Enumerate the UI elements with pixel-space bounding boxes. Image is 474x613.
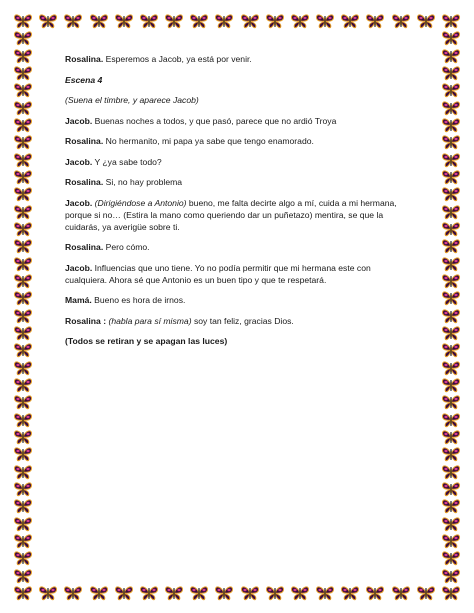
butterfly-icon	[315, 13, 335, 29]
line-jacob-3	[65, 197, 405, 233]
butterfly-icon	[441, 186, 461, 202]
butterfly-icon	[441, 550, 461, 566]
butterfly-icon	[441, 221, 461, 237]
butterfly-icon	[139, 13, 159, 29]
butterfly-icon	[189, 585, 209, 601]
butterfly-icon	[13, 516, 33, 532]
butterfly-icon	[441, 464, 461, 480]
dialogue-text: soy tan feliz, gracias Dios.	[191, 315, 294, 326]
speaker: Jacob.	[65, 197, 93, 208]
butterfly-icon	[441, 377, 461, 393]
line-jacob-2	[65, 156, 405, 168]
line-mama-1	[65, 294, 405, 306]
butterfly-icon	[38, 585, 58, 601]
speaker: Mamá.	[65, 295, 92, 305]
butterfly-icon	[89, 13, 109, 29]
butterfly-icon	[13, 13, 33, 29]
butterfly-icon	[13, 256, 33, 272]
line-jacob-1	[65, 115, 405, 127]
butterfly-icon	[214, 585, 234, 601]
dialogue-text: bueno, me falta decirte algo a mí, cuida a mi hermana, porque si no… (Estira la mano como queriendo dar un puñetazo) mentira, se que la cuidarás, ya averigüe sobre ti.	[65, 197, 397, 232]
line-jacob-4	[65, 262, 405, 286]
butterfly-icon	[441, 290, 461, 306]
butterfly-icon	[114, 585, 134, 601]
butterfly-icon	[441, 273, 461, 289]
butterfly-icon	[139, 585, 159, 601]
butterfly-icon	[441, 412, 461, 428]
speaker: Jacob.	[65, 262, 93, 273]
line-rosalina-3	[65, 176, 405, 188]
butterfly-icon	[441, 48, 461, 64]
butterfly-icon	[13, 238, 33, 254]
butterfly-icon	[441, 30, 461, 46]
butterfly-icon	[13, 204, 33, 220]
butterfly-icon	[13, 377, 33, 393]
butterfly-icon	[441, 65, 461, 81]
butterfly-icon	[441, 533, 461, 549]
dialogue-text: Y ¿ya sabe todo?	[92, 156, 162, 167]
speaker: Jacob.	[65, 115, 93, 126]
butterfly-icon	[13, 290, 33, 306]
butterfly-icon	[13, 169, 33, 185]
butterfly-icon	[315, 585, 335, 601]
dialogue-text: Esperemos a Jacob, ya está por venir.	[103, 54, 252, 64]
butterfly-icon	[164, 13, 184, 29]
butterfly-icon	[13, 360, 33, 376]
butterfly-icon	[13, 30, 33, 46]
butterfly-icon	[441, 498, 461, 514]
butterfly-icon	[441, 325, 461, 341]
butterfly-icon	[416, 13, 436, 29]
butterfly-icon	[63, 13, 83, 29]
dialogue-text: Buenas noches a todos, y que pasó, parece que no ardió Troya	[92, 115, 337, 126]
speaker: Rosalina.	[65, 177, 104, 187]
butterfly-icon	[365, 13, 385, 29]
butterfly-icon	[13, 550, 33, 566]
butterfly-icon	[290, 13, 310, 29]
butterfly-icon	[265, 585, 285, 601]
script-text	[65, 53, 405, 356]
speaker: Rosalina.	[65, 136, 104, 146]
dialogue-text: Pero cómo.	[103, 242, 150, 252]
butterfly-icon	[441, 516, 461, 532]
butterfly-icon	[13, 568, 33, 584]
aside-text: (habla para sí misma)	[106, 315, 192, 326]
butterfly-icon	[13, 481, 33, 497]
speaker: Rosalina :	[65, 315, 107, 326]
butterfly-icon	[13, 533, 33, 549]
butterfly-icon	[441, 238, 461, 254]
butterfly-icon	[13, 325, 33, 341]
butterfly-icon	[89, 585, 109, 601]
butterfly-icon	[441, 481, 461, 497]
butterfly-icon	[441, 13, 461, 29]
dialogue-text: Bueno es hora de irnos.	[91, 295, 186, 305]
butterfly-icon	[114, 13, 134, 29]
butterfly-icon	[13, 273, 33, 289]
speaker: Rosalina.	[65, 54, 104, 64]
butterfly-icon	[441, 117, 461, 133]
butterfly-icon	[240, 585, 260, 601]
butterfly-icon	[13, 48, 33, 64]
butterfly-icon	[441, 429, 461, 445]
butterfly-icon	[13, 152, 33, 168]
butterfly-icon	[13, 221, 33, 237]
butterfly-icon	[441, 360, 461, 376]
butterfly-icon	[13, 446, 33, 462]
butterfly-icon	[441, 585, 461, 601]
butterfly-icon	[13, 117, 33, 133]
butterfly-icon	[441, 169, 461, 185]
butterfly-icon	[13, 186, 33, 202]
butterfly-icon	[63, 585, 83, 601]
butterfly-icon	[13, 412, 33, 428]
butterfly-icon	[441, 342, 461, 358]
butterfly-icon	[441, 82, 461, 98]
butterfly-icon	[391, 585, 411, 601]
butterfly-icon	[38, 13, 58, 29]
line-rosalina-1	[65, 53, 405, 65]
butterfly-icon	[365, 585, 385, 601]
speaker: Jacob.	[65, 156, 93, 167]
butterfly-icon	[13, 464, 33, 480]
speaker: Rosalina.	[65, 242, 104, 252]
line-rosalina-2	[65, 135, 405, 147]
butterfly-icon	[340, 13, 360, 29]
dialogue-text: Si, no hay problema	[103, 177, 183, 187]
butterfly-icon	[441, 446, 461, 462]
butterfly-icon	[13, 394, 33, 410]
line-rosalina-5	[65, 315, 405, 327]
aside-text: (Dirigiéndose a Antonio)	[92, 197, 187, 208]
butterfly-icon	[13, 342, 33, 358]
stage-direction: (Suena el timbre, y aparece Jacob)	[65, 95, 199, 105]
dialogue-text: No hermanito, mi papa ya sabe que tengo enamorado.	[103, 136, 314, 146]
butterfly-icon	[416, 585, 436, 601]
line-rosalina-4	[65, 241, 405, 253]
butterfly-icon	[290, 585, 310, 601]
butterfly-icon	[214, 13, 234, 29]
butterfly-icon	[13, 308, 33, 324]
butterfly-icon	[240, 13, 260, 29]
butterfly-icon	[441, 256, 461, 272]
butterfly-icon	[441, 204, 461, 220]
butterfly-icon	[13, 134, 33, 150]
butterfly-icon	[441, 134, 461, 150]
butterfly-icon	[189, 13, 209, 29]
butterfly-icon	[13, 82, 33, 98]
butterfly-icon	[391, 13, 411, 29]
final-stage-direction: (Todos se retiran y se apagan las luces)	[65, 336, 228, 346]
dialogue-text: Influencias que uno tiene. Yo no podía permitir que mi hermana este con cualquiera. Ahora sé que Antonio es un buen tipo y que te respetará.	[65, 262, 371, 285]
butterfly-icon	[265, 13, 285, 29]
butterfly-icon	[441, 100, 461, 116]
butterfly-icon	[164, 585, 184, 601]
butterfly-icon	[13, 65, 33, 81]
butterfly-icon	[340, 585, 360, 601]
butterfly-icon	[13, 429, 33, 445]
scene-heading: Escena 4	[65, 74, 103, 85]
butterfly-icon	[13, 498, 33, 514]
butterfly-icon	[441, 568, 461, 584]
butterfly-icon	[13, 585, 33, 601]
butterfly-icon	[13, 100, 33, 116]
butterfly-icon	[441, 152, 461, 168]
butterfly-icon	[441, 394, 461, 410]
butterfly-icon	[441, 308, 461, 324]
